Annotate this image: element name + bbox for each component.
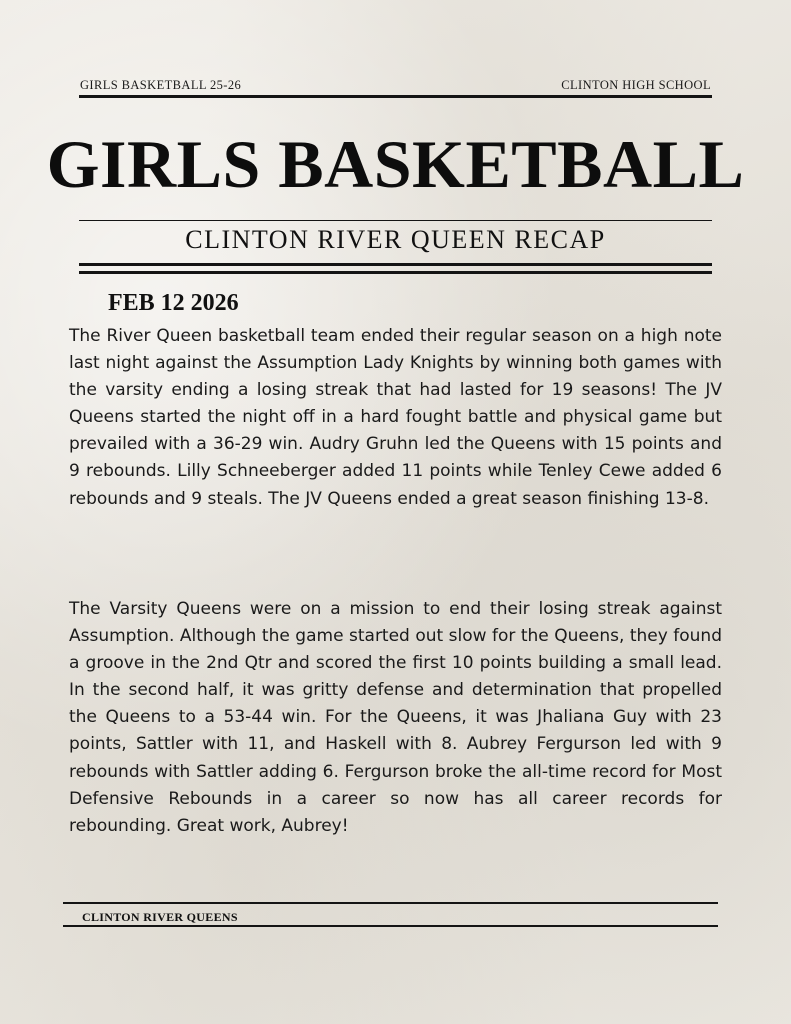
subtitle-top-divider: [79, 220, 712, 221]
subtitle-bottom-divider-double: [79, 271, 712, 274]
footer-top-divider: [63, 902, 718, 904]
subtitle-bottom-divider: [79, 263, 712, 266]
article-date: FEB 12 2026: [108, 290, 239, 316]
header-divider: [79, 95, 712, 98]
footer-team-label: CLINTON RIVER QUEENS: [82, 910, 238, 924]
article-paragraph-varsity: The Varsity Queens were on a mission to end their losing streak against Assumption. Although the game started out slow for the Queens, they found a groove in the 2nd Qtr and scored the first 10 points building a small lead. In the second half, it was gritty defense and determination that propelled the Queens to a 53-44 win. For the Queens, it was Jhaliana Guy with 23 points, Sattler with 11, and Haskell with 8. Aubrey Fergurson led with 9 rebounds with Sattler adding 6. Fergurson broke the all-time record for Most Defensive Rebounds in a career so now has all career records for rebounding. Great work, Aubrey!: [69, 599, 722, 836]
page-subtitle: CLINTON RIVER QUEEN RECAP: [185, 225, 606, 254]
page-title: GIRLS BASKETBALL: [46, 126, 745, 202]
footer-bottom-divider: [63, 925, 718, 927]
header-season-label: GIRLS BASKETBALL 25-26: [80, 78, 242, 92]
header-school-label: CLINTON HIGH SCHOOL: [561, 78, 711, 92]
article-paragraph-jv: The River Queen basketball team ended their regular season on a high note last night against the Assumption Lady Knights by winning both games with the varsity ending a losing streak that had lasted for 19 seasons! The JV Queens started the night off in a hard fought battle and physical game but prevailed with a 36-29 win. Audry Gruhn led the Queens with 15 points and 9 rebounds. Lilly Schneeberger added 11 points while Tenley Cewe added 6 rebounds and 9 steals. The JV Queens ended a great season finishing 13-8.: [69, 326, 722, 509]
